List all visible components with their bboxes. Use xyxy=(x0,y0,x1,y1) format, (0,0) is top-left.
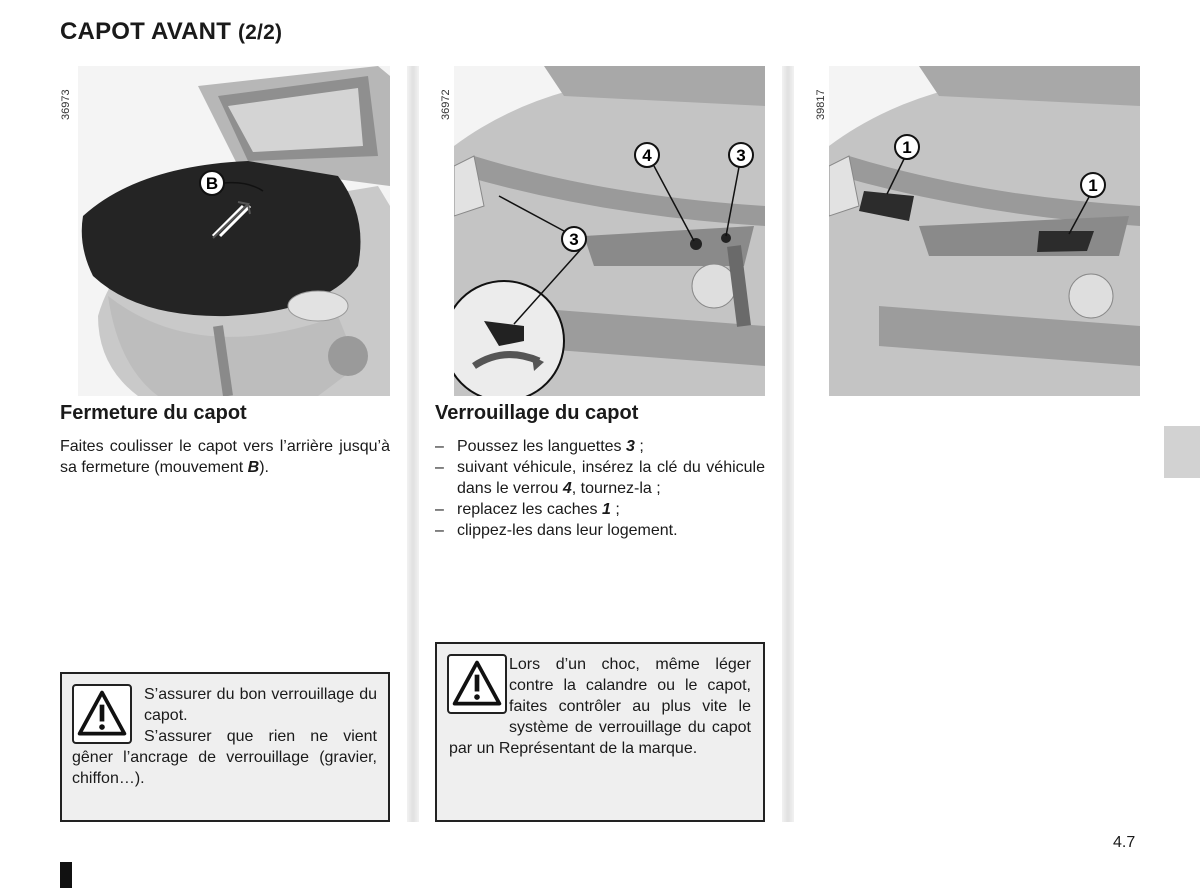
figure-ref-1: 36973 xyxy=(60,89,72,120)
warning-box-locking xyxy=(60,672,390,822)
step-2-end: , tournez-la ; xyxy=(571,480,661,497)
list-item xyxy=(435,436,765,457)
section-heading-closing: Fermeture du capot xyxy=(60,402,247,424)
page-title-main: CAPOT AVANT xyxy=(60,18,232,45)
list-item xyxy=(435,520,765,541)
step-3-end: ; xyxy=(610,501,620,518)
page-number: 4.7 xyxy=(1113,834,1136,851)
list-item xyxy=(435,499,765,520)
closing-text-a: Faites coulisser le capot vers l’arrière jusqu’à sa fermeture (mouvement xyxy=(60,438,390,476)
hood-locking-illustration xyxy=(454,66,765,396)
hood-closing-illustration xyxy=(78,66,390,396)
step-1-end: ; xyxy=(634,438,644,455)
callout-3-top: 3 xyxy=(736,146,746,165)
closing-text-b: ). xyxy=(259,459,269,476)
figure-hood-locking xyxy=(454,66,765,396)
callout-3-left: 3 xyxy=(569,230,579,249)
step-1-ref: 3 xyxy=(626,438,635,455)
covers-illustration xyxy=(829,66,1140,396)
step-1-text: Poussez les languettes xyxy=(457,438,626,455)
step-4-text: clippez-les dans leur logement. xyxy=(457,522,678,539)
callout-4: 4 xyxy=(642,146,652,165)
locking-steps xyxy=(435,436,765,541)
figure-covers xyxy=(829,66,1140,396)
figure-ref-2: 36972 xyxy=(440,89,452,120)
callout-1-right: 1 xyxy=(1088,176,1098,195)
figure-hood-closing xyxy=(78,66,390,396)
figure-ref-3: 39817 xyxy=(815,89,827,120)
warning1-line2: S’assurer que rien ne vient gêner l’ancrage de verrouillage (gravier, chiffon…). xyxy=(72,728,377,787)
closing-ref-b: B xyxy=(247,459,260,476)
warning-triangle-icon xyxy=(447,654,507,714)
step-3-ref: 1 xyxy=(601,501,611,518)
section-heading-locking: Verrouillage du capot xyxy=(435,402,639,424)
list-item xyxy=(435,457,765,499)
chapter-tab xyxy=(1164,426,1200,478)
step-3-text: replacez les caches xyxy=(457,501,602,518)
column-divider-1 xyxy=(407,66,419,822)
column-divider-2 xyxy=(782,66,794,822)
warning-box-impact xyxy=(435,642,765,822)
step-2-ref: 4 xyxy=(562,480,572,497)
page-title xyxy=(60,18,282,46)
step-2-text: suivant véhicule, insérez la clé du véhicule dans le verrou xyxy=(457,459,765,497)
callout-b: B xyxy=(205,174,219,193)
closing-instructions xyxy=(60,436,390,478)
callout-1-left: 1 xyxy=(902,138,912,157)
page-title-sub: (2/2) xyxy=(237,21,283,44)
warning2-text: Lors d’un choc, même léger contre la calandre ou le capot, faites contrôler au plus vite le système de verrouillage du capot par un Représentant de la marque. xyxy=(449,656,751,757)
warning1-line1: S’assurer du bon verrouillage du capot. xyxy=(144,686,377,724)
corner-mark xyxy=(60,862,72,888)
